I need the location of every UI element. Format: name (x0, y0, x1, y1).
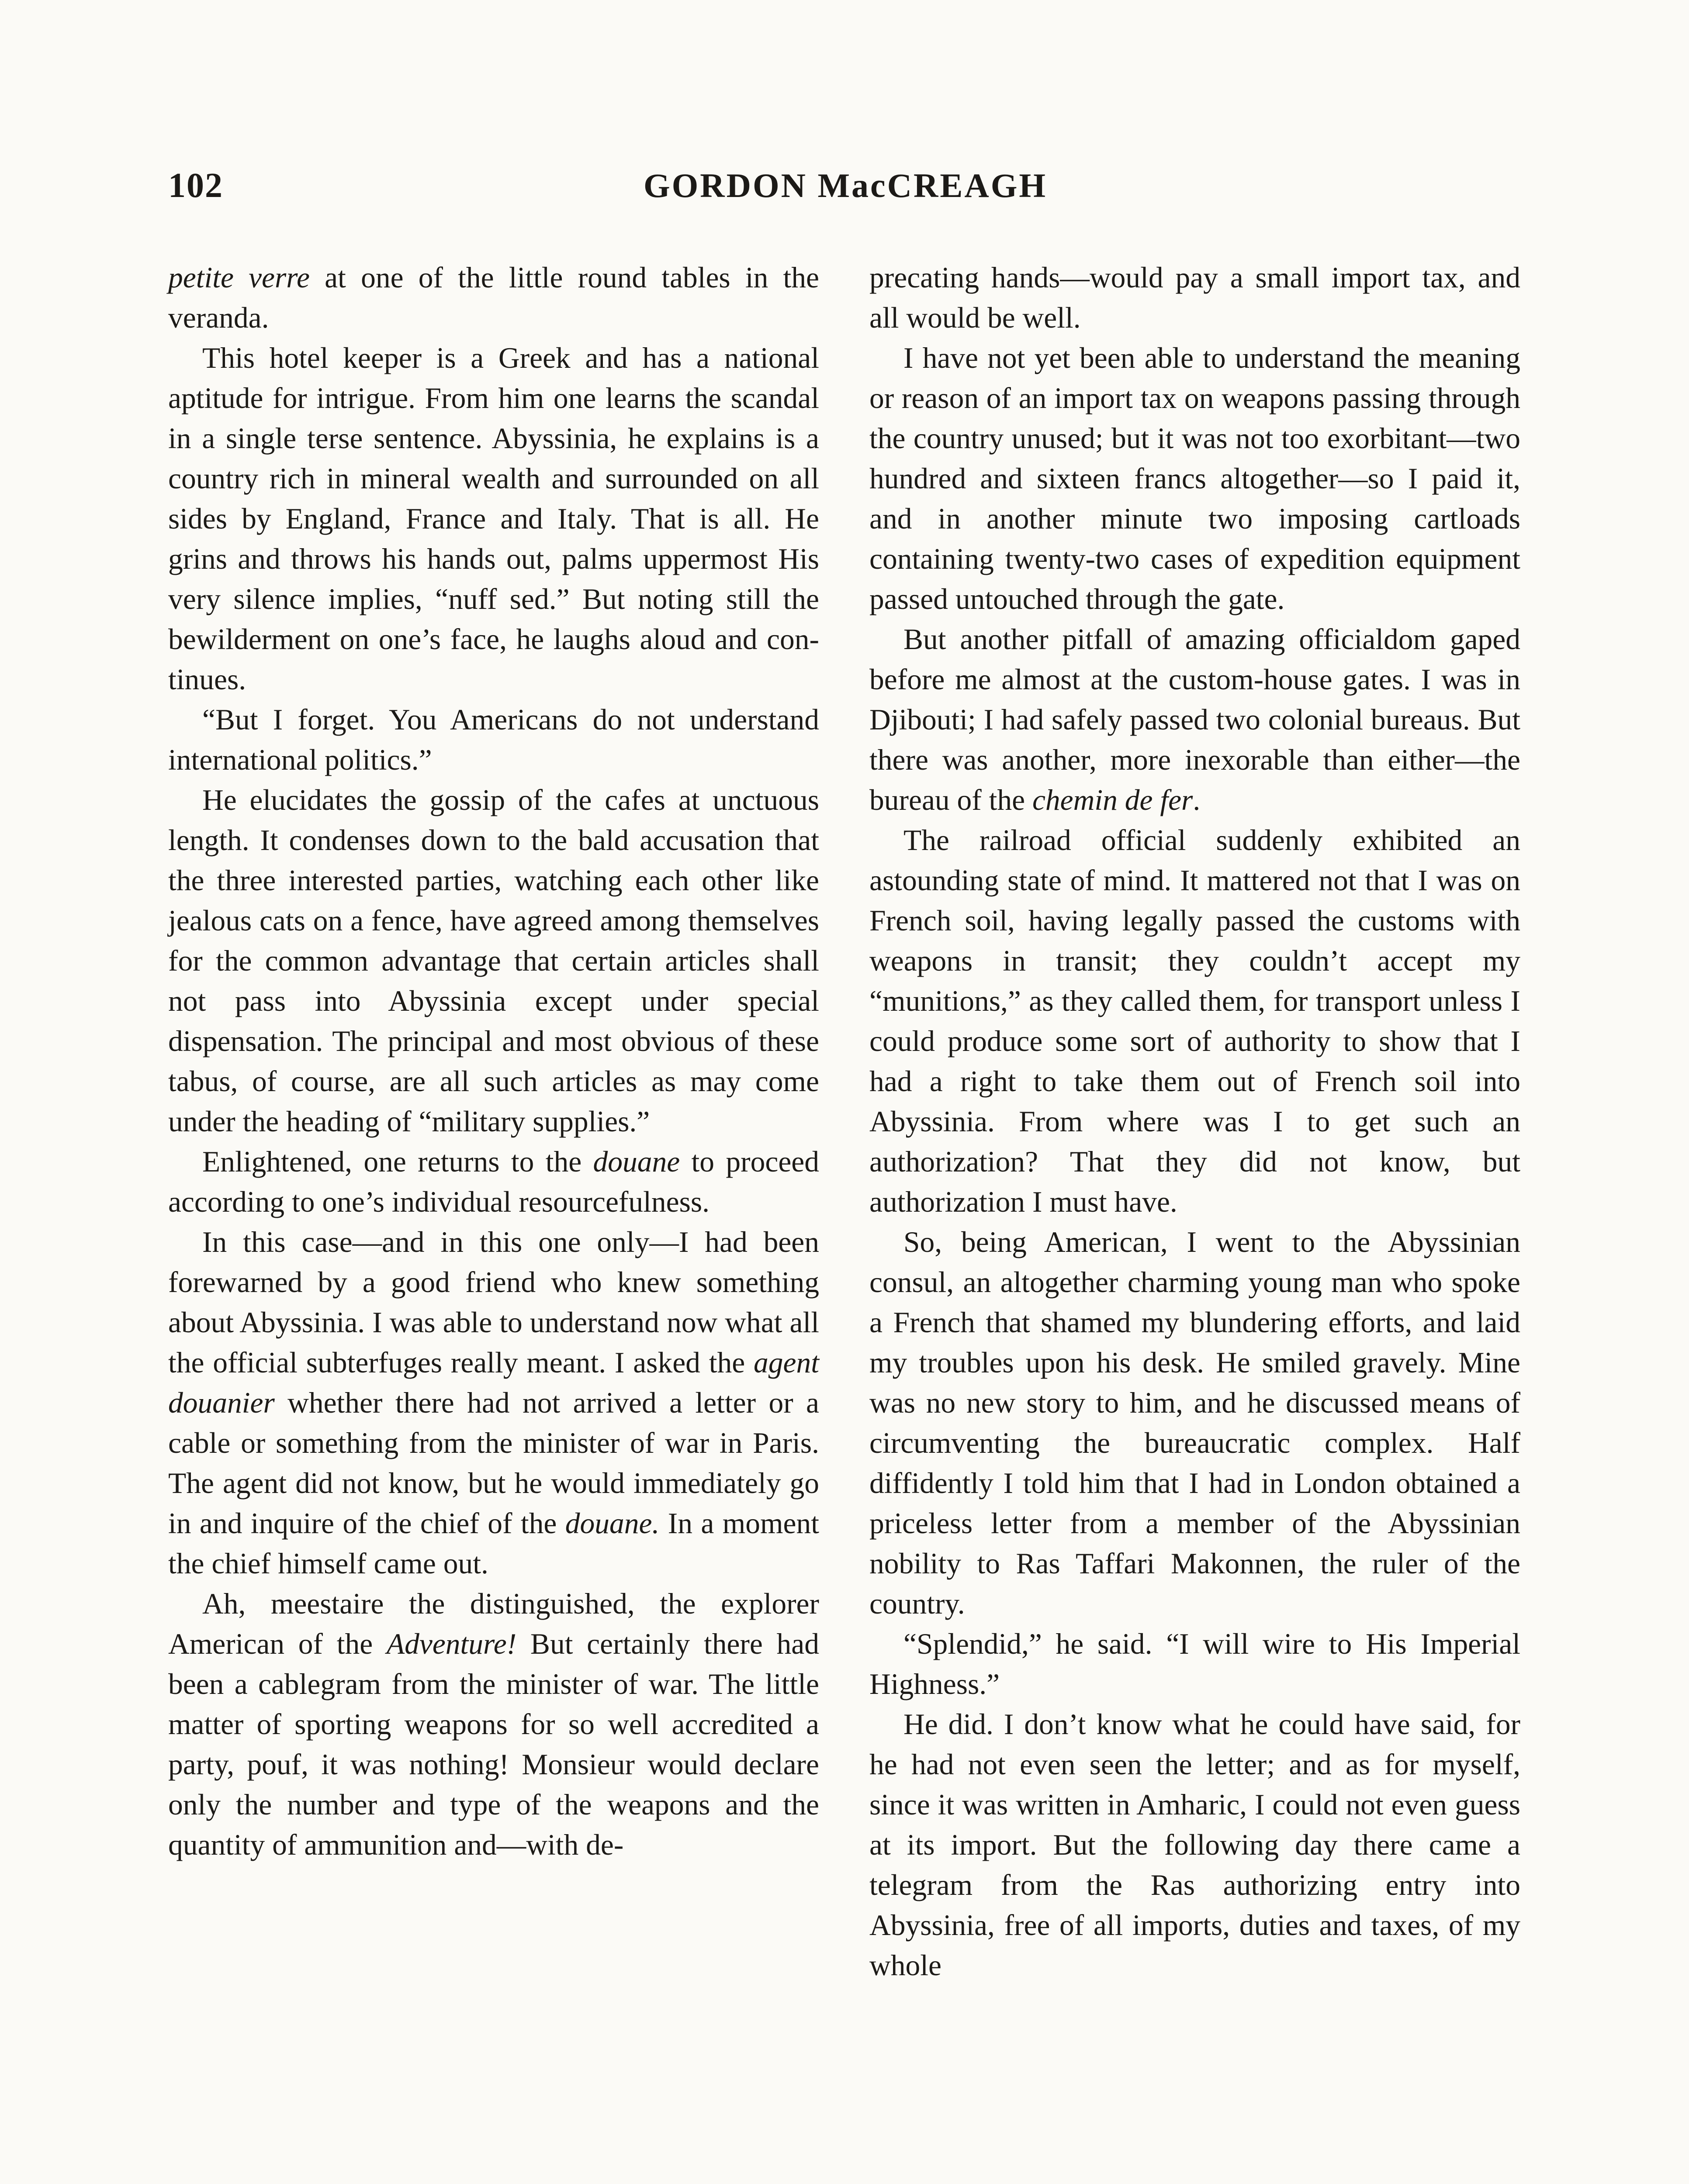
paragraph-text: The railroad official suddenly exhibited an astounding state of mind. It mattered not that I was on French soil, having legally passed the customs with weapons in transit; they couldn’t accept my “munitions,” as they called them, for transport unless I could produce some sort of authority to show that I had a right to take them out of French soil into Abyssinia. From where was I to get such an authorization? That they did not know, but authorization I must have. (869, 824, 1520, 1218)
italic-phrase: petite verre (168, 261, 310, 294)
italic-phrase: douane (593, 1145, 680, 1178)
paragraph-text: He did. I don’t know what he could have said, for he had not even seen the letter; and as for myself, since it was written in Amharic, I could not even guess at its import. But the following day there came a telegram from the Ras authorizing entry into Abyssinia, free of all imports, duties and taxes, of my whole (869, 1708, 1520, 1982)
paragraph-text: In a moment the chief himself came out. (168, 1507, 819, 1580)
italic-phrase: douane. (565, 1507, 660, 1540)
italic-phrase: agent douanier (168, 1346, 819, 1419)
paragraph (869, 258, 1520, 338)
paragraph-text: “Splendid,” he said. “I will wire to His Imperial Highness.” (869, 1628, 1520, 1700)
paragraph-text: Enlightened, one returns to the (202, 1145, 593, 1178)
running-head: GORDON MacCREAGH (643, 166, 1048, 204)
left-column (168, 258, 819, 1865)
page-header (168, 166, 1523, 218)
paragraph (869, 338, 1520, 619)
paragraph (869, 820, 1520, 1222)
paragraph-text: at one of the little round tables in the veranda. (168, 261, 820, 334)
paragraph (168, 258, 819, 338)
paragraph (168, 1142, 819, 1222)
paragraph-text: So, being American, I went to the Abyssinian consul, an altogether charming young man who spoke a French that shamed my blundering efforts, and laid my troubles upon his desk. He smiled gravely. Mine was no new story to him, and he discussed means of circumventing the bureaucratic complex. Half diffidently I told him that I had in London obtained a priceless letter from a member of the Abyssinian nobility to Ras Taffari Makonnen, the ruler of the country. (869, 1226, 1520, 1620)
italic-phrase: Adventure! (386, 1628, 517, 1660)
paragraph-text: . (1193, 784, 1201, 816)
paragraph (168, 700, 819, 780)
paragraph (869, 1624, 1520, 1704)
page-number: 102 (168, 166, 223, 205)
paragraph (168, 1222, 819, 1584)
paragraph-text: But another pitfall of amazing officialdom gaped before me almost at the custom-house gates. I was in Djibouti; I had safely passed two colonial bureaus. But there was another, more inexorable than either—the bureau of the (869, 623, 1520, 816)
paragraph-text: Ah, meestaire the distinguished, the explorer American of the (168, 1587, 819, 1660)
paragraph-text: “But I forget. You Americans do not understand international politics.” (168, 703, 819, 776)
paragraph-text: This hotel keeper is a Greek and has a national aptitude for intrigue. From him one learns the scandal in a single terse sentence. Abyssinia, he explains is a country rich in mineral wealth and surrounded on all sides by England, France and Italy. That is all. He grins and throws his hands out, palms uppermost His very silence implies, “nuff sed.” But noting still the bewilderment on one’s face, he laughs aloud and continues. (168, 342, 819, 696)
paragraph (869, 619, 1520, 820)
paragraph (869, 1222, 1520, 1624)
paragraph-text: whether there had not arrived a letter or a cable or something from the minister of war in Paris. The agent did not know, but he would immediately go in and inquire of the chief of the (168, 1386, 819, 1540)
paragraph (869, 1704, 1520, 1986)
paragraph-text: I have not yet been able to understand the meaning or reason of an import tax on weapons passing through the country unused; but it was not too exorbitant—two hundred and sixteen francs altogether—so I paid it, and in another minute two imposing cartloads containing twenty-two cases of expedition equipment passed untouched through the gate. (869, 342, 1520, 615)
paragraph-text: precating hands—would pay a small import tax, and all would be well. (869, 261, 1520, 334)
paragraph-text: In this case—and in this one only—I had been forewarned by a good friend who knew something about Abyssinia. I was able to understand now what all the official subterfuges really meant. I asked the (168, 1226, 819, 1379)
paragraph-text: But certainly there had been a cablegram from the minister of war. The little matter of sporting weapons for so well accredited a party, pouf, it was nothing! Monsieur would declare only the number and type of the weapons and the quantity of ammunition and—with de- (168, 1628, 819, 1861)
right-column (869, 258, 1520, 1986)
paragraph (168, 1584, 819, 1865)
italic-phrase: chemin de fer (1032, 784, 1193, 816)
paragraph-text: He elucidates the gossip of the cafes at unctuous length. It condenses down to the bald accusation that the three interested parties, watching each other like jealous cats on a fence, have agreed among themselves for the common advantage that certain articles shall not pass into Abyssinia except under special dispensation. The principal and most obvious of these tabus, of course, are all such articles as may come under the heading of “military supplies.” (168, 784, 819, 1138)
paragraph (168, 780, 819, 1142)
paragraph-text: to proceed according to one’s individual resourcefulness. (168, 1145, 819, 1218)
paragraph (168, 338, 819, 700)
